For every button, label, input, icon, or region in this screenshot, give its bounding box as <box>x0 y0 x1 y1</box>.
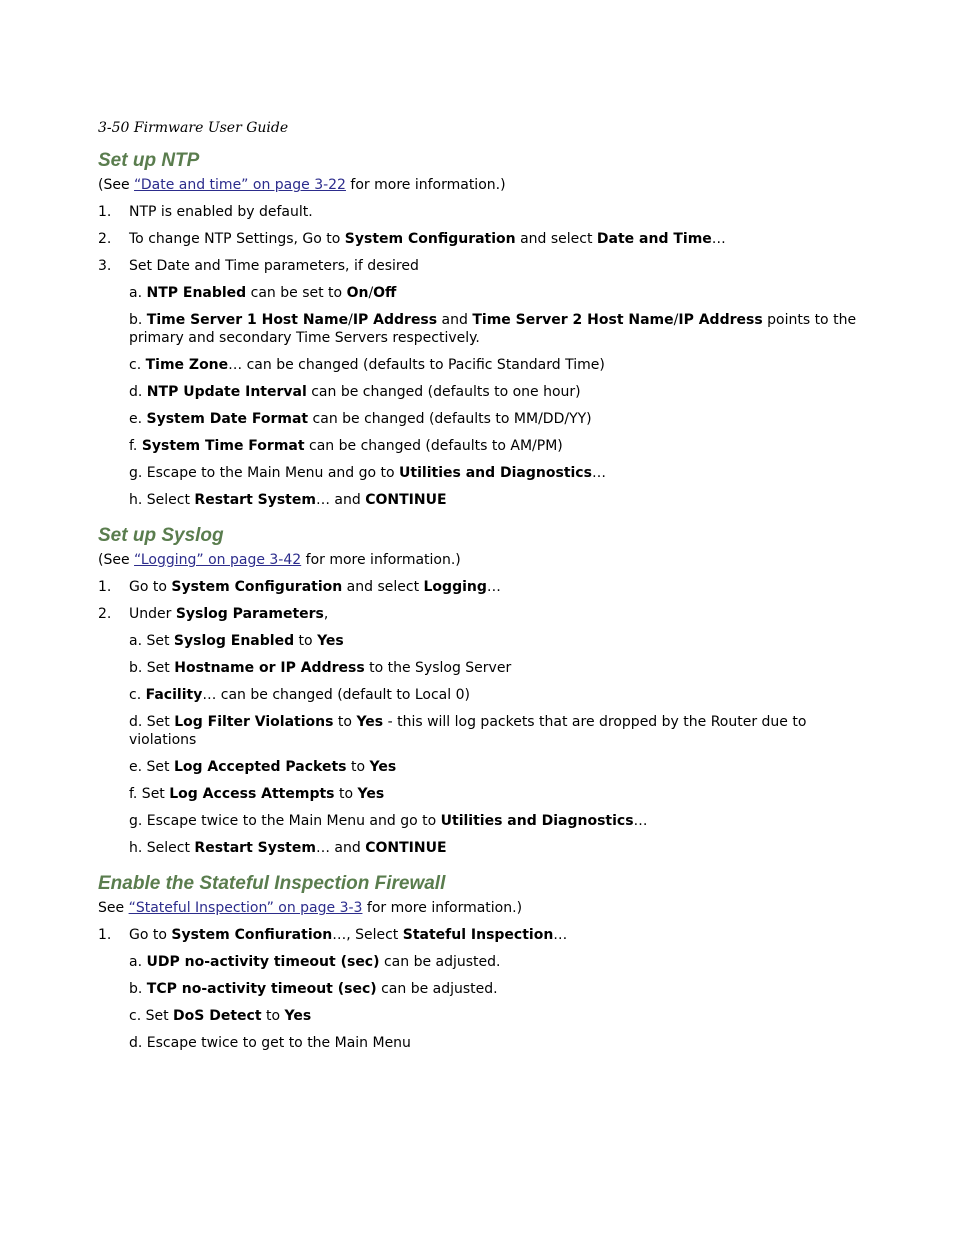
section-heading-ntp: Set up NTP <box>98 150 200 171</box>
step-1: 1. NTP is enabled by default. <box>98 204 313 220</box>
substep-d: d. Set Log Filter Violations to Yes - this will log packets that are dropped by the Router due to violations <box>129 714 807 748</box>
substep-h: h. Select Restart System… and CONTINUE <box>129 840 447 856</box>
substep-g: g. Escape twice to the Main Menu and go to Utilities and Diagnostics… <box>129 813 648 829</box>
step-2: 2. To change NTP Settings, Go to System Configuration and select Date and Time… <box>98 231 726 247</box>
section-heading-syslog: Set up Syslog <box>98 525 224 546</box>
substep-e: e. Set Log Accepted Packets to Yes <box>129 759 397 775</box>
substep-d: d. NTP Update Interval can be changed (defaults to one hour) <box>129 384 581 400</box>
substep-e: e. System Date Format can be changed (defaults to MM/DD/YY) <box>129 411 592 427</box>
step-1: 1. Go to System Configuration and select Logging… <box>98 579 501 595</box>
substep-f: f. Set Log Access Attempts to Yes <box>129 786 385 802</box>
step-3: 3. Set Date and Time parameters, if desired <box>98 258 419 274</box>
substep-g: g. Escape to the Main Menu and go to Utilities and Diagnostics… <box>129 465 606 481</box>
substep-b: b. Time Server 1 Host Name/IP Address and Time Server 2 Host Name/IP Address points to the primary and secondary Time Servers respectively. <box>129 312 857 346</box>
reference-note: (See “Logging” on page 3-42 for more information.) <box>98 552 461 568</box>
section-heading-firewall: Enable the Stateful Inspection Firewall <box>98 873 446 894</box>
step-1: 1. Go to System Confiuration…, Select Stateful Inspection… <box>98 927 568 943</box>
substep-c: c. Time Zone… can be changed (defaults to Pacific Standard Time) <box>129 357 605 373</box>
step-2: 2. Under Syslog Parameters, <box>98 606 329 622</box>
section-ntp <box>98 148 868 509</box>
reference-link-stateful-inspection[interactable]: “Stateful Inspection” on page 3-3 <box>128 900 363 916</box>
section-syslog <box>98 523 868 857</box>
reference-note: See “Stateful Inspection” on page 3-3 for more information.) <box>98 900 523 916</box>
substep-b: b. Set Hostname or IP Address to the Syslog Server <box>129 660 512 676</box>
section-firewall <box>98 871 868 1052</box>
substep-c: c. Facility… can be changed (default to Local 0) <box>129 687 470 703</box>
substep-a: a. Set Syslog Enabled to Yes <box>129 633 344 649</box>
substep-c: c. Set DoS Detect to Yes <box>129 1008 312 1024</box>
substep-f: f. System Time Format can be changed (defaults to AM/PM) <box>129 438 563 454</box>
substep-a: a. UDP no-activity timeout (sec) can be adjusted. <box>129 954 501 970</box>
substep-h: h. Select Restart System… and CONTINUE <box>129 492 447 508</box>
reference-link-logging[interactable]: “Logging” on page 3-42 <box>134 552 302 568</box>
running-head: 3-50 Firmware User Guide <box>98 120 289 136</box>
substep-a: a. NTP Enabled can be set to On/Off <box>129 285 397 301</box>
substep-d: d. Escape twice to get to the Main Menu <box>129 1035 411 1051</box>
substep-b: b. TCP no-activity timeout (sec) can be adjusted. <box>129 981 498 997</box>
document-page <box>98 118 868 1061</box>
reference-note: (See “Date and time” on page 3-22 for more information.) <box>98 177 506 193</box>
reference-link-date-time[interactable]: “Date and time” on page 3-22 <box>134 177 346 193</box>
